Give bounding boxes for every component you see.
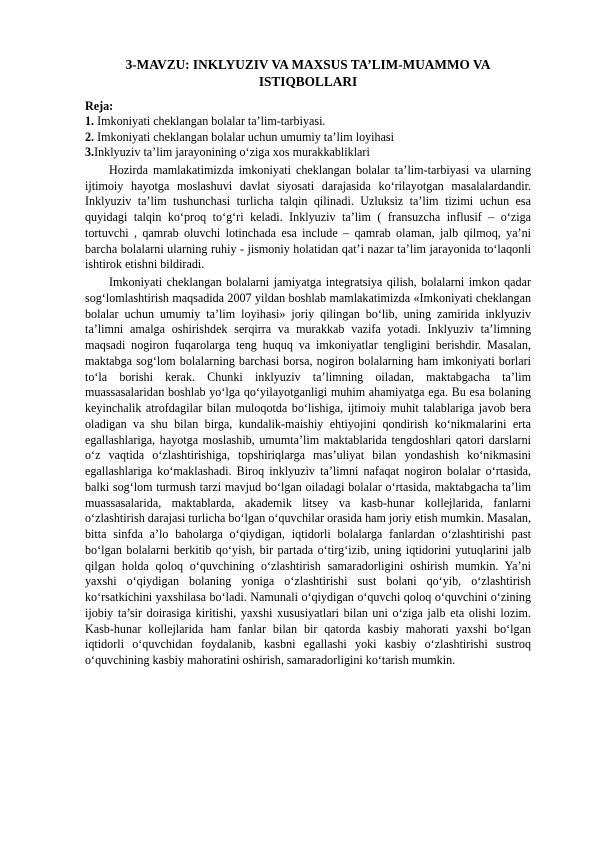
plan-item-number: 3. [85,145,95,160]
plan-list [85,114,531,161]
plan-item-number: 2. [85,129,95,144]
plan-item [85,130,531,146]
plan-item [85,145,531,161]
plan-item-text: Imkoniyati cheklangan bolalar uchun umumiy ta’lim loyihasi [94,129,395,144]
document-title: 3-MAVZU: INKLYUZIV VA MAXSUS TA’LIM-MUAMMO VA ISTIQBOLLARI [125,57,491,89]
document-page [85,56,531,669]
plan-item-text: Inklyuziv ta’lim jarayonining o‘ziga xos murakkabliklari [94,145,370,160]
body-paragraph: Imkoniyati cheklangan bolalarni jamiyatga integratsiya qilish, bolalarni imkon qadar sog‘lomlashtirish maqsadida 2007 yildan boshlab mamlakatimizda «Imkoniyati cheklangan bolalar uchun umumiy ta’lim loyihasi» joriy qilingan bo‘lib, uning zamirida inklyuziv ta’limni amalga oshirishdek serqirra va murakkab vazifa yotadi. Inklyuziv ta’limning maqsadi nogiron fuqarolarga teng huquq va imkoniyatlar tengligini berishdir. Masalan, maktabga sog‘lom bolalarning barchasi borsa, nogiron bolalarning ham imkoniyati borlari to‘la borishi kerak. Chunki inklyuziv ta’limning oiladan, maktabgacha ta’lim muassasalaridan boshlab yo‘lga qo‘yilayotganligi muhim ahamiyatga ega. Bu esa bolaning keyinchalik atrofdagilar bilan muloqotda bo‘lishiga, ijtimoiy muhit talablariga javob bera oladigan va shu bilan birga, kundalik-maishiy ehtiyojini qondirish ko‘nikmalarini erta egallashlariga, hayotga moslashib, umumta’lim maktablarida tengdoshlari qatori darslarni o‘z vaqtida o‘zlashtirishiga, topshiriqlarga mas’uliyat bilan yondashish ko‘nikmasini egallashlariga ko‘maklashadi. Biroq inklyuziv ta’limni nafaqat nogiron bolalar o‘rtasida, balki sog‘lom turmush tarzi mavjud bo‘lgan oiladagi bolalar o‘rtasida, maktabgacha ta’lim muassasalarida, maktablarda, akademik litsey va kasb-hunar kollejlarida, fanlarni o‘zlashtirish darajasi turlicha bo‘lgan o‘quvchilar orasida ham joriy etish mumkin. Masalan, bitta sinfda a’lo baholarga o‘qiydigan, iqtidorli bolalarga fanlardan o‘zlashtirishi past bo‘lgan bolalarni berkitib qo‘yish, bir partada o‘tirg‘izib, uning iqtidorini yutuqlarini jalb qilgan holda qoloq o‘quvchining o‘zlashtirish samaradorligini oshirish mumkin. Ya’ni yaxshi o‘qiydigan bolaning yoniga o‘zlashtirishi sust bolani qo‘yib, o‘zlashtirish ko‘rsatkichini yaxshilasa bo‘ladi. Namunali o‘qiydigan o‘quvchi qoloq o‘quvchini o‘zining ijobiy ta’sir doirasiga kiritishi, yaxshi xususiyatlari bilan uni o‘ziga jalb eta olishi lozim. Kasb-hunar kollejlarida ham fanlar bilan bir qatorda kasbiy mahorati yaxshi bo‘lgan iqtidorli o‘quvchidan foydalanib, kasbni egallashi yoki kasbiy o‘zlashtirishi sustroq o‘quvchining kasbiy mahoratini oshirish, samaradorligini ko‘tarish mumkin. [85,275,532,668]
plan-item-text: Imkoniyati cheklangan bolalar ta’lim-tarbiyasi. [94,114,326,128]
plan-item-number: 1. [85,114,95,128]
plan-item [85,114,531,130]
body-paragraph: Hozirda mamlakatimizda imkoniyati cheklangan bolalar ta’lim-tarbiyasi va ularning ijtimoiy hayotga moslashuvi davlat siyosati darajasida ko‘rilayotgan masalalardandir. Inklyuziv ta’lim tushunchasi turlicha talqin qilinadi. Uzluksiz ta’lim tizimi uchun esa quyidagi talqin ko‘proq to‘g‘ri keladi. Inklyuziv ta’lim ( fransuzcha influsif – o‘ziga tortuvchi , qamrab oluvchi lotinchada esa include – qamrab olaman, jalb qilmoq, ya’ni barcha bolalarni ularning ruhiy - jismoniy holatidan qat’i nazar ta’lim jarayonida to‘laqonli ishtirok etishni bildiradi. [85,162,531,272]
plan-heading: Reja: [85,99,114,113]
